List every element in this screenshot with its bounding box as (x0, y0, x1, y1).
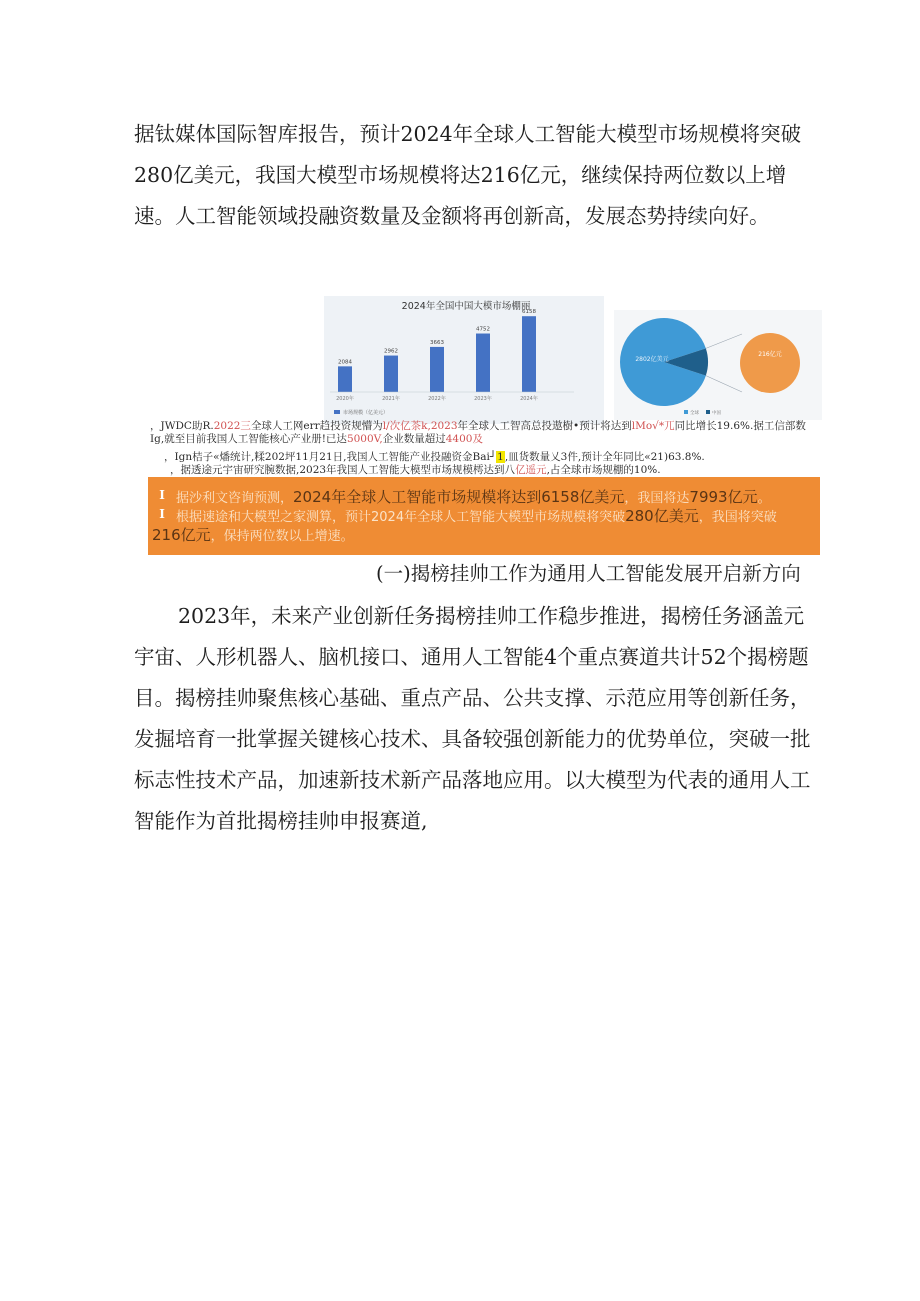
bar (476, 334, 490, 392)
note-text: lMo√*兀 (631, 420, 675, 432)
note-text: 年全球人工智高总投遨樹•预计将达到 (457, 420, 632, 432)
note-text: ,占全球市场规棚的10%. (546, 464, 661, 476)
legend-label: 市场规模（亿美元） (343, 410, 389, 416)
note-text: 亿遥元 (515, 464, 547, 476)
bar (522, 316, 536, 392)
callout-strong: 216亿元 (152, 526, 211, 544)
slice-label: 2802亿美元 (635, 356, 669, 363)
note-text: ,皿货数量乂3件,预计全年同比«21)63.8%. (504, 451, 705, 463)
note-text: ，JWDC助R. (150, 420, 214, 432)
connector-line (706, 334, 742, 348)
note-text: 全球人工网err趋投资规懵为 (250, 420, 383, 432)
bar (338, 366, 352, 392)
callout-text: ，我国将突破 (698, 510, 777, 525)
callout-text: 据沙利文咨询预测， (176, 491, 294, 506)
intro-paragraph (134, 114, 824, 237)
note-text: ，Ign桔子«燔统计,糅202坪11月21日,我国人工智能产业投融资金Bai┘ (164, 451, 497, 463)
legend-swatch (334, 410, 340, 414)
body-paragraph (134, 596, 824, 842)
legend-swatch (706, 410, 710, 414)
highlight-mark: 1 (497, 451, 504, 463)
legend-label: 全球 (690, 411, 699, 416)
legend-swatch (684, 410, 688, 414)
bar-chart (324, 296, 614, 426)
note-line (170, 464, 661, 477)
tick-label: 2021年 (382, 396, 400, 402)
legend-label: 中国 (712, 411, 721, 416)
note-text: ，据透途元宇宙研究腕数据,2023年我国人工智能大模型市场规模樗达到八 (170, 464, 516, 476)
note-line (150, 420, 806, 433)
section-heading: (一)揭榜挂帅工作为通用人工智能发展开启新方向 (376, 562, 801, 585)
callout-strong: 280亿美元 (625, 507, 699, 525)
pie-exploded-slice (740, 333, 800, 393)
chart-title: 2024年全国中国大模市场棚丽 (401, 301, 531, 312)
tick-label: 2022年 (428, 396, 446, 402)
note-text: Ig,就至目前我国人工智能核心产业册!已达 (150, 433, 347, 445)
callout-strong: 6158亿美元 (541, 488, 625, 506)
data-label: 6158 (522, 309, 536, 316)
paragraph-text: 据钛媒体国际智库报告，预计2024年全球人工智能大模型市场规模将突破280亿美元，我国大模型市场规模将达216亿元，继续保持两位数以上增速。人工智能领域投融资数量及金额将再创新高，发展态势持续向好。 (134, 122, 802, 228)
paragraph-text: 2023年，未来产业创新任务揭榜挂帅工作稳步推进，揭榜任务涵盖元宇宙、人形机器人、脑机接口、通用人工智能4个重点赛道共计52个揭榜题目。揭榜挂帅聚焦核心基础、重点产品、公共支撑、示范应用等创新任务，发掘培育一批掌握关键核心技术、具备较强创新能力的优势单位，突破一批标志性技术产品，加速新技术新产品落地应用。以大模型为代表的通用人工智能作为首批揭榜挂帅申报赛道, (134, 604, 811, 833)
connector-line (706, 376, 742, 392)
callout-text: 。 (757, 491, 771, 506)
data-label: 2962 (384, 348, 398, 355)
callout-text: ，保持两位数以上增速。 (210, 529, 354, 544)
tick-label: 2023年 (474, 396, 492, 402)
pie-chart (614, 310, 824, 422)
data-label: 2084 (338, 359, 352, 366)
note-text: 5000V, (346, 433, 383, 445)
callout-line (176, 507, 777, 527)
callout-strong: 2024年全球人工智能市场规模将达到 (293, 488, 542, 506)
callout-strong: 7993亿元 (689, 488, 758, 506)
note-text: 2023 (430, 420, 458, 432)
note-line (150, 433, 483, 446)
note-line (164, 451, 705, 464)
callout-text: 根据速途和大模型之家测算，预计2024年全球人工智能大模型市场规模将突破 (176, 510, 626, 525)
bullet-icon: I (159, 488, 165, 502)
data-label: 4752 (476, 326, 490, 333)
callout-line (152, 526, 354, 546)
callout-line (176, 488, 771, 508)
slice-label: 216亿元 (758, 351, 782, 358)
bar (384, 356, 398, 392)
note-text: 同比增长19.6%.据工信部数 (674, 420, 806, 432)
note-text: l/次亿茶k, (382, 420, 431, 432)
data-label: 3663 (430, 339, 444, 346)
bar (430, 347, 444, 392)
bullet-icon: I (159, 507, 165, 521)
callout-text: ，我国将达 (624, 491, 690, 506)
tick-label: 2024年 (520, 396, 538, 402)
note-text: 4400及 (445, 433, 483, 445)
note-text: 2022三 (213, 420, 251, 432)
note-text: 企业数量超过 (382, 433, 446, 445)
tick-label: 2020年 (336, 396, 354, 402)
